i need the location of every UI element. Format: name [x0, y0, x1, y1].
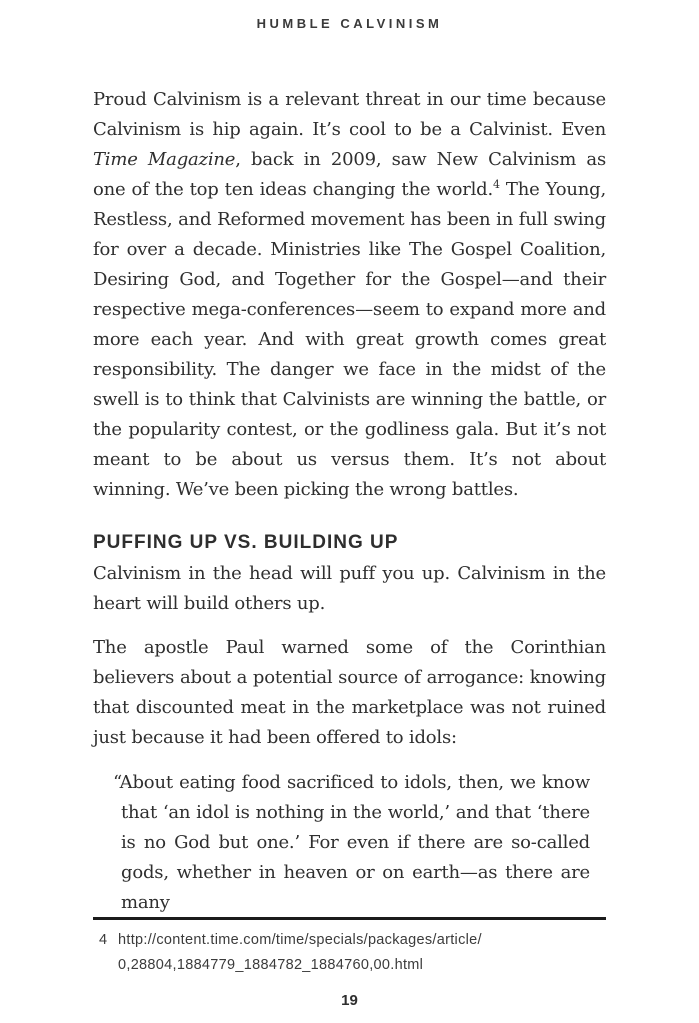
footnote-divider	[93, 917, 606, 920]
running-header: HUMBLE CALVINISM	[256, 16, 443, 31]
paragraph-intro-text-3: The Young, Restless, and Reformed movement has been in full swing for over a decade. Ministries like The Gospel Coalition, Desiring God, and Together for the Gospel—and their respective mega-conferences—seem to expand more and more each year. And with great growth comes great responsibility. The danger we face in the midst of the swell is to think that Calvinists are winning the battle, or the popularity contest, or the godliness gala. But it’s not meant to be about us versus them. It’s not about winning. We’ve been picking the wrong battles.	[93, 179, 606, 500]
scripture-blockquote: “About eating food sacrificed to idols, then, we know that ‘an idol is nothing in the world,’ and that ‘there is no God but one.’ For even if there are so-called gods, whether in heaven or on earth—as there are many	[113, 772, 590, 913]
page-content	[93, 85, 606, 918]
paragraph-paul-warning: The apostle Paul warned some of the Corinthian believers about a potential source of arrogance: knowing that discounted meat in the marketplace was not ruined just because it had been offered to idols:	[93, 637, 606, 748]
footnote-url-line-1: http://content.time.com/time/specials/packages/article/	[118, 932, 482, 948]
footnote-number: 4	[99, 932, 108, 948]
book-title-italic: Time Magazine	[93, 149, 236, 170]
footnote-reference-4: 4	[493, 178, 500, 191]
paragraph-thesis: Calvinism in the head will puff you up. Calvinism in the heart will build others up.	[93, 563, 606, 614]
paragraph-intro-text-2: , back in 2009, saw New Calvinism as one of the top ten ideas changing the world.	[93, 149, 606, 200]
paragraph-intro-text-1: Proud Calvinism is a relevant threat in our time because Calvinism is hip again. It’s cool to be a Calvinist. Even	[93, 89, 606, 140]
footnote-url	[118, 928, 599, 978]
footnote-url-line-2: 0,28804,1884779_1884782_1884760,00.html	[118, 957, 424, 973]
section-heading: PUFFING UP VS. BUILDING UP	[93, 532, 399, 553]
footnote	[99, 928, 599, 978]
paragraph-intro	[93, 85, 606, 505]
page-number: 19	[341, 992, 358, 1009]
